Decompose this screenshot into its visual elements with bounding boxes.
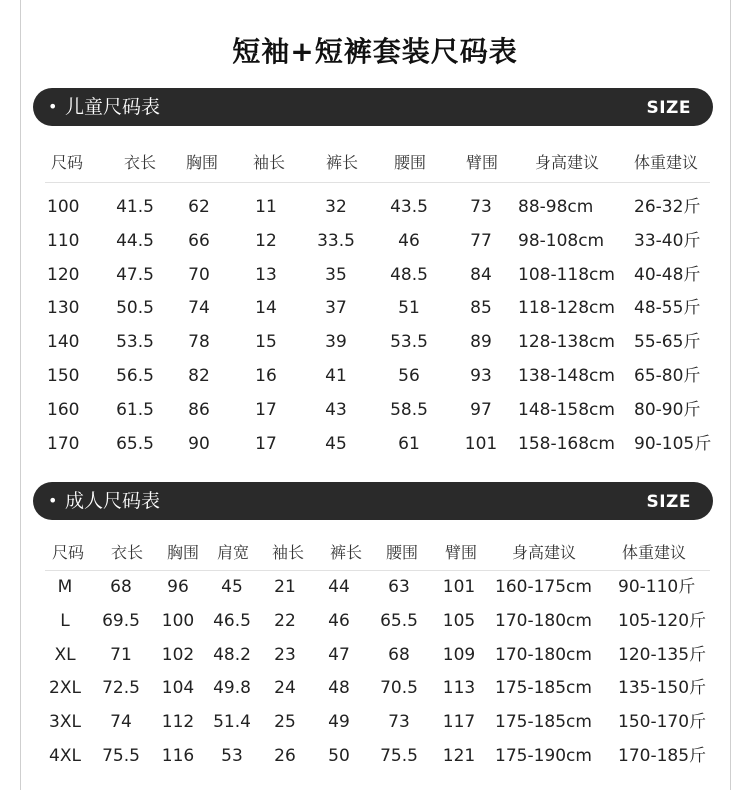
table-cell: 62	[188, 197, 210, 217]
kids-table-header	[0, 150, 750, 174]
table-cell: 72.5	[102, 678, 140, 699]
table-cell: 89	[470, 332, 492, 353]
table-cell: 130	[47, 298, 80, 319]
adult-header-cell: 袖长	[271, 543, 305, 562]
table-cell: 148-158cm	[518, 399, 615, 420]
table-cell: 61	[398, 433, 420, 454]
table-cell: 56.5	[116, 366, 154, 386]
table-cell: 26-32斤	[634, 197, 701, 217]
table-cell: 84	[470, 264, 492, 285]
kids-section-title: 儿童尺码表	[65, 96, 161, 118]
table-cell: 75.5	[380, 746, 418, 766]
table-cell: 49	[328, 712, 350, 733]
table-cell: 45	[221, 577, 243, 597]
adult-header-cell: 臂围	[444, 543, 478, 562]
table-cell: 150	[47, 366, 80, 386]
kids-header-cell: 腰围	[393, 153, 427, 172]
table-cell: 46	[328, 610, 350, 631]
adult-header-cell: 裤长	[329, 543, 363, 562]
table-cell: 112	[161, 712, 195, 733]
table-row	[0, 739, 750, 773]
table-cell: 120-135斤	[618, 644, 707, 665]
table-cell: 96	[167, 577, 189, 597]
table-cell: 46	[398, 230, 420, 251]
table-cell: 41.5	[116, 197, 154, 217]
table-cell: 53	[221, 746, 243, 766]
table-cell: 128-138cm	[518, 332, 615, 353]
table-row	[0, 291, 750, 325]
table-cell: 135-150斤	[618, 678, 707, 699]
table-row	[0, 359, 750, 393]
table-cell: 14	[255, 298, 277, 319]
table-cell: 110	[47, 230, 80, 251]
table-cell: 26	[274, 746, 296, 766]
table-cell: 116	[161, 746, 195, 766]
table-cell: 175-185cm	[495, 712, 592, 733]
table-cell: 40-48斤	[634, 264, 701, 285]
table-cell: 175-185cm	[495, 678, 592, 699]
table-cell: 77	[470, 230, 492, 251]
table-cell: 15	[255, 332, 277, 353]
table-cell: 90-110斤	[618, 577, 696, 597]
table-cell: 170-185斤	[618, 746, 707, 766]
table-cell: L	[60, 610, 70, 631]
page-title: 短袖+短裤套装尺码表	[232, 35, 518, 68]
table-cell: 73	[470, 197, 492, 217]
table-row	[0, 671, 750, 705]
table-row	[0, 224, 750, 258]
table-cell: 100	[161, 610, 195, 631]
table-cell: 50.5	[116, 298, 154, 319]
table-cell: 55-65斤	[634, 332, 701, 353]
table-cell: 39	[325, 332, 347, 353]
adult-header-cell: 胸围	[166, 543, 200, 562]
table-cell: 74	[110, 712, 132, 733]
bullet-icon: •	[48, 97, 58, 116]
table-cell: 68	[110, 577, 132, 597]
table-cell: 37	[325, 298, 347, 319]
adult-header-cell: 体重建议	[621, 543, 687, 562]
table-cell: 21	[274, 577, 296, 597]
table-cell: 13	[255, 264, 277, 285]
table-cell: 82	[188, 366, 210, 386]
table-cell: 51	[398, 298, 420, 319]
adult-size-tag: SIZE	[646, 492, 691, 512]
table-row	[0, 638, 750, 672]
table-row	[0, 258, 750, 292]
adult-header-cell: 肩宽	[216, 543, 250, 562]
table-cell: 102	[161, 644, 195, 665]
table-cell: 65.5	[116, 433, 154, 454]
table-cell: 65.5	[380, 610, 418, 631]
table-cell: 117	[442, 712, 476, 733]
table-cell: 86	[188, 399, 210, 420]
kids-header-cell: 衣长	[123, 153, 157, 172]
table-cell: 16	[255, 366, 277, 386]
table-cell: 43	[325, 399, 347, 420]
kids-header-cell: 体重建议	[633, 153, 699, 172]
table-cell: 23	[274, 644, 296, 665]
table-cell: 53.5	[390, 332, 428, 353]
table-cell: 70.5	[380, 678, 418, 699]
table-cell: 2XL	[49, 678, 81, 699]
table-cell: 69.5	[102, 610, 140, 631]
table-cell: 25	[274, 712, 296, 733]
table-cell: 58.5	[390, 399, 428, 420]
table-cell: 22	[274, 610, 296, 631]
table-cell: 73	[388, 712, 410, 733]
table-cell: 66	[188, 230, 210, 251]
table-cell: 32	[325, 197, 347, 217]
table-cell: 113	[442, 678, 476, 699]
table-cell: 90-105斤	[634, 433, 712, 454]
table-cell: 48	[328, 678, 350, 699]
kids-header-cell: 身高建议	[534, 153, 600, 172]
table-cell: 17	[255, 433, 277, 454]
table-cell: 160	[47, 399, 80, 420]
table-cell: 44.5	[116, 230, 154, 251]
table-cell: 41	[325, 366, 347, 386]
table-cell: 68	[388, 644, 410, 665]
table-cell: 46.5	[213, 610, 251, 631]
adult-header-cell: 衣长	[110, 543, 144, 562]
table-cell: 104	[161, 678, 195, 699]
table-cell: 118-128cm	[518, 298, 615, 319]
table-cell: 175-190cm	[495, 746, 592, 766]
table-cell: 78	[188, 332, 210, 353]
table-cell: 51.4	[213, 712, 251, 733]
table-row	[0, 570, 750, 604]
table-cell: 74	[188, 298, 210, 319]
table-cell: 33.5	[317, 230, 355, 251]
table-cell: 53.5	[116, 332, 154, 353]
table-cell: 65-80斤	[634, 366, 701, 386]
kids-header-cell: 裤长	[325, 153, 359, 172]
table-cell: 140	[47, 332, 80, 353]
table-row	[0, 604, 750, 638]
table-cell: 45	[325, 433, 347, 454]
table-cell: 98-108cm	[518, 230, 605, 251]
kids-header-cell: 臂围	[465, 153, 499, 172]
table-cell: 88-98cm	[518, 197, 594, 217]
table-cell: 61.5	[116, 399, 154, 420]
table-cell: XL	[54, 644, 76, 665]
table-cell: 121	[442, 746, 476, 766]
adult-header-cell: 身高建议	[511, 543, 577, 562]
table-cell: 170-180cm	[495, 610, 592, 631]
kids-header-cell: 尺码	[50, 153, 84, 172]
table-cell: 90	[188, 433, 210, 454]
table-cell: 93	[470, 366, 492, 386]
adult-section-banner	[33, 482, 713, 520]
table-cell: 71	[110, 644, 132, 665]
table-cell: 11	[255, 197, 277, 217]
table-row	[0, 190, 750, 224]
table-cell: 101	[442, 577, 476, 597]
table-cell: 100	[47, 197, 80, 217]
table-cell: 85	[470, 298, 492, 319]
table-row	[0, 427, 750, 461]
table-cell: 47	[328, 644, 350, 665]
bullet-icon: •	[48, 491, 58, 510]
table-cell: 3XL	[49, 712, 81, 733]
table-cell: 24	[274, 678, 296, 699]
table-cell: 105-120斤	[618, 610, 707, 631]
table-cell: 17	[255, 399, 277, 420]
table-cell: 150-170斤	[618, 712, 707, 733]
kids-header-cell: 胸围	[185, 153, 219, 172]
kids-size-tag: SIZE	[646, 98, 691, 118]
table-cell: 105	[442, 610, 476, 631]
adult-header-cell: 尺码	[51, 543, 85, 562]
adult-header-cell: 腰围	[385, 543, 419, 562]
table-cell: 48.5	[390, 264, 428, 285]
adult-table-header	[0, 540, 750, 564]
table-cell: 108-118cm	[518, 264, 615, 285]
table-cell: 50	[328, 746, 350, 766]
kids-header-cell: 袖长	[252, 153, 286, 172]
table-cell: 75.5	[102, 746, 140, 766]
table-cell: 33-40斤	[634, 230, 701, 251]
table-cell: 70	[188, 264, 210, 285]
table-cell: 47.5	[116, 264, 154, 285]
table-cell: 160-175cm	[495, 577, 592, 597]
table-cell: 48-55斤	[634, 298, 701, 319]
table-cell: M	[57, 577, 73, 597]
table-cell: 35	[325, 264, 347, 285]
table-cell: 56	[398, 366, 420, 386]
table-cell: 170	[47, 433, 80, 454]
table-cell: 80-90斤	[634, 399, 701, 420]
table-cell: 170-180cm	[495, 644, 592, 665]
table-cell: 101	[464, 433, 498, 454]
table-cell: 97	[470, 399, 492, 420]
table-cell: 109	[442, 644, 476, 665]
kids-section-banner	[33, 88, 713, 126]
table-cell: 44	[328, 577, 350, 597]
table-cell: 49.8	[213, 678, 251, 699]
table-cell: 48.2	[213, 644, 251, 665]
table-cell: 63	[388, 577, 410, 597]
table-row	[0, 325, 750, 359]
table-row	[0, 705, 750, 739]
table-cell: 12	[255, 230, 277, 251]
table-cell: 158-168cm	[518, 433, 615, 454]
table-cell: 138-148cm	[518, 366, 615, 386]
table-cell: 120	[47, 264, 80, 285]
table-cell: 43.5	[390, 197, 428, 217]
table-row	[0, 393, 750, 427]
kids-header-divider	[45, 182, 710, 183]
adult-section-title: 成人尺码表	[65, 490, 161, 512]
table-cell: 4XL	[49, 746, 81, 766]
